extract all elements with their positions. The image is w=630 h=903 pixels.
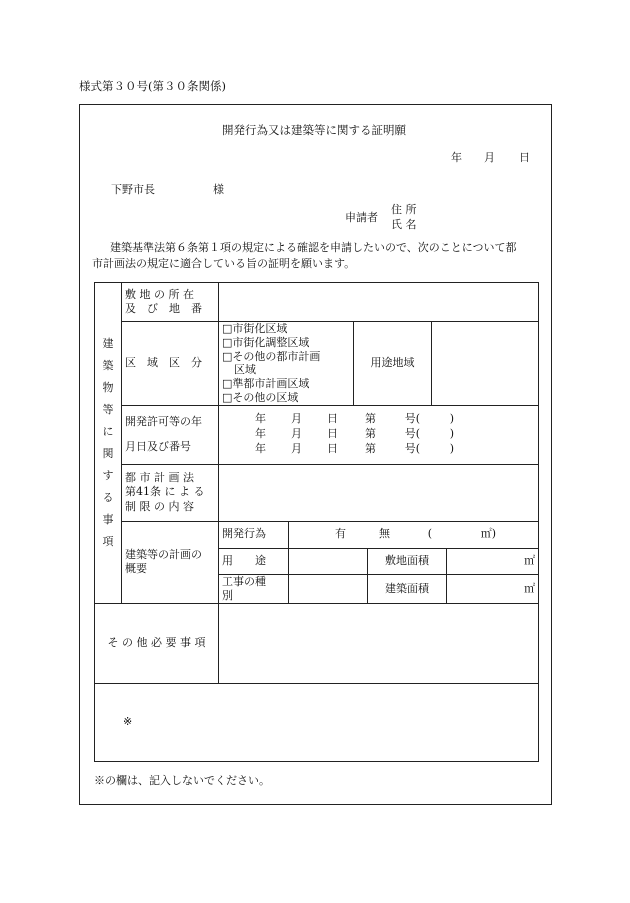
applicant-address-label: 住 所: [391, 203, 417, 216]
zone-option-quasi-city-planning[interactable]: □準都市計画区域: [222, 377, 310, 390]
zone-classification-label: 区 域 区 分: [122, 322, 219, 406]
building-area-value[interactable]: [447, 574, 539, 604]
permit-date-number-value[interactable]: [219, 405, 539, 464]
checkbox-icon: □: [222, 390, 233, 404]
site-location-label: 敷 地 の 所 在 及 び 地 番: [122, 283, 219, 322]
work-type-value[interactable]: [289, 574, 368, 604]
use-label: 用 途: [219, 548, 289, 574]
dev-act-no: 無: [379, 527, 390, 541]
site-area-value[interactable]: [447, 548, 539, 574]
article41-restriction-value[interactable]: [219, 464, 539, 521]
date-year: 年: [451, 151, 462, 164]
site-area-label: 敷地面積: [368, 548, 447, 574]
building-area-label: 建築面積: [368, 574, 447, 604]
zone-option-urbanization[interactable]: □市街化区域: [222, 322, 288, 335]
office-use-mark: ※: [123, 715, 133, 729]
dev-act-paren-close: ㎡): [480, 527, 496, 541]
dev-act-yes: 有: [335, 527, 346, 541]
permit-row: 年 月 日 第 号( ): [255, 412, 454, 426]
checkbox-icon: □: [222, 322, 233, 335]
date-day: 日: [519, 151, 530, 164]
zone-option-urbanization-control[interactable]: □市街化調整区域: [222, 335, 310, 349]
footnote: ※の欄は、記入しないでください。: [94, 774, 270, 787]
checkbox-icon: □: [222, 377, 233, 390]
site-location-value[interactable]: [219, 283, 539, 322]
intro-line-1: 建築基準法第６条第１項の規定による確認を申請したいので、次のことについて都: [110, 241, 517, 254]
addressee-name: 下野市長: [111, 183, 155, 196]
applicant-name-label: 氏 名: [391, 218, 417, 231]
page-title: 開発行為又は建築等に関する証明願: [222, 123, 406, 137]
zone-classification-options: [219, 322, 354, 406]
building-plan-label: 建築等の計画の 概要: [122, 521, 219, 604]
work-type-label: 工事の種 別: [219, 574, 289, 604]
article41-restriction-label: 都 市 計 画 法 第41条 に よ る 制 限 の 内 容: [122, 464, 219, 521]
use-district-label: 用途地域: [354, 322, 432, 406]
permit-row: 年 月 日 第 号( ): [255, 441, 454, 455]
certificate-table: [94, 282, 539, 762]
intro-line-2: 市計画法の規定に適合している旨の証明を願います。: [92, 257, 356, 270]
dev-act-paren-open: (: [427, 527, 432, 541]
other-items-value[interactable]: [219, 604, 539, 684]
other-items-label: そ の 他 必 要 事 項: [95, 604, 219, 684]
building-area-unit: ㎡: [524, 581, 536, 595]
development-act-label: 開発行為: [219, 521, 289, 548]
development-act-value[interactable]: [289, 521, 539, 548]
use-district-value[interactable]: [432, 322, 539, 406]
checkbox-icon: □: [222, 349, 233, 363]
permit-row: 年 月 日 第 号( ): [255, 427, 454, 441]
date-month: 月: [484, 151, 495, 164]
addressee-honorific: 様: [213, 183, 224, 196]
office-use-area: [95, 684, 539, 762]
section-label-building-items: 建 築 物 等 に 関 す る 事 項: [95, 283, 122, 604]
permit-date-number-label: 開発許可等の年 月日及び番号: [122, 405, 219, 464]
applicant-label: 申請者: [345, 211, 378, 224]
zone-option-other[interactable]: □その他の区域: [222, 390, 299, 404]
zone-option-other-city-planning-cont: 区域: [234, 363, 256, 377]
checkbox-icon: □: [222, 335, 233, 349]
form-number: 様式第３０号(第３０条関係): [79, 79, 226, 93]
zone-option-other-city-planning[interactable]: □その他の都市計画: [222, 349, 321, 363]
use-value[interactable]: [289, 548, 368, 574]
site-area-unit: ㎡: [524, 553, 536, 567]
